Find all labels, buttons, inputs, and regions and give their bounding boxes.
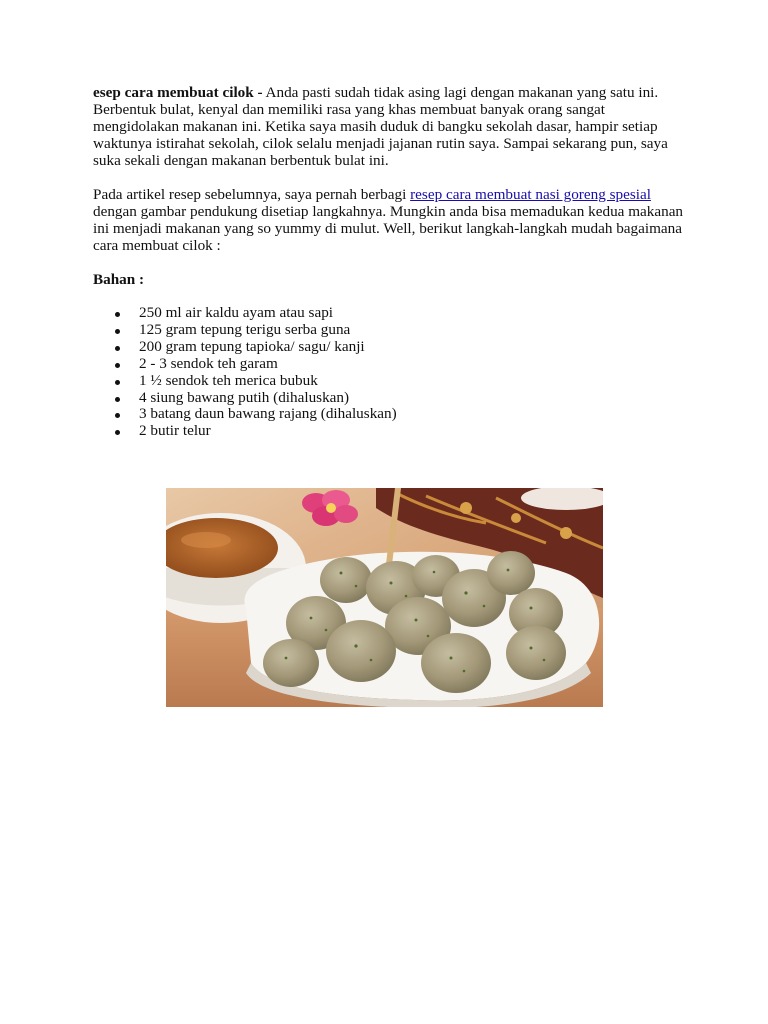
bullet-icon	[115, 312, 120, 317]
para2-before: Pada artikel resep sebelumnya, saya pernah berbagi	[93, 186, 411, 203]
ingredient-item	[93, 423, 693, 440]
ingredient-text: 200 gram tepung tapioka/ sagu/ kanji	[139, 337, 365, 355]
document-body	[93, 84, 693, 440]
ingredient-text: 3 batang daun bawang rajang (dihaluskan)	[139, 405, 397, 423]
bullet-icon	[115, 397, 120, 402]
ingredient-item	[93, 339, 693, 356]
ingredient-item	[93, 373, 693, 390]
bullet-icon	[115, 413, 120, 418]
ingredients-list	[93, 305, 693, 440]
intro-text: Anda pasti sudah tidak asing lagi dengan makanan yang satu ini. Berbentuk bulat, kenyal dan memiliki rasa yang khas membuat banyak orang sangat mengidolakan makanan ini. Ketika saya masih duduk di bangku sekolah dasar, hampir setiap waktunya istirahat sekolah, cilok selalu menjadi jajanan rutin saya. Sampai sekarang pun, saya suka sekali dengan makanan berbentuk bulat ini.	[93, 84, 668, 169]
ingredient-text: 125 gram tepung terigu serba guna	[139, 320, 351, 338]
cilok-photo-illustration	[166, 488, 603, 707]
cilok-photo	[166, 488, 603, 707]
ingredient-item	[93, 356, 693, 373]
para2-after: dengan gambar pendukung disetiap langkahnya. Mungkin anda bisa memadukan kedua makanan ini menjadi makanan yang so yummy di mulut. Well, berikut langkah-langkah mudah bagaimana cara membuat cilok :	[93, 203, 684, 254]
ingredient-text: 4 siung bawang putih (dihaluskan)	[139, 388, 350, 406]
ingredient-item	[93, 322, 693, 339]
nasi-goreng-link[interactable]: resep cara membuat nasi goreng spesial	[410, 186, 651, 203]
ingredient-item	[93, 406, 693, 423]
ingredient-text: 2 butir telur	[139, 422, 211, 440]
bullet-icon	[115, 346, 120, 351]
ingredient-text: 1 ½ sendok teh merica bubuk	[139, 371, 318, 389]
bullet-icon	[115, 329, 120, 334]
intro-paragraph	[93, 84, 693, 169]
ingredients-heading: Bahan :	[93, 271, 145, 288]
intro-lead: esep cara membuat cilok -	[93, 84, 263, 101]
ingredient-text: 250 ml air kaldu ayam atau sapi	[139, 304, 334, 321]
ingredient-item	[93, 390, 693, 407]
bullet-icon	[115, 380, 120, 385]
bullet-icon	[115, 430, 120, 435]
ingredient-item	[93, 305, 693, 322]
ingredient-text: 2 - 3 sendok teh garam	[139, 354, 278, 372]
second-paragraph	[93, 186, 693, 254]
bullet-icon	[115, 363, 120, 368]
